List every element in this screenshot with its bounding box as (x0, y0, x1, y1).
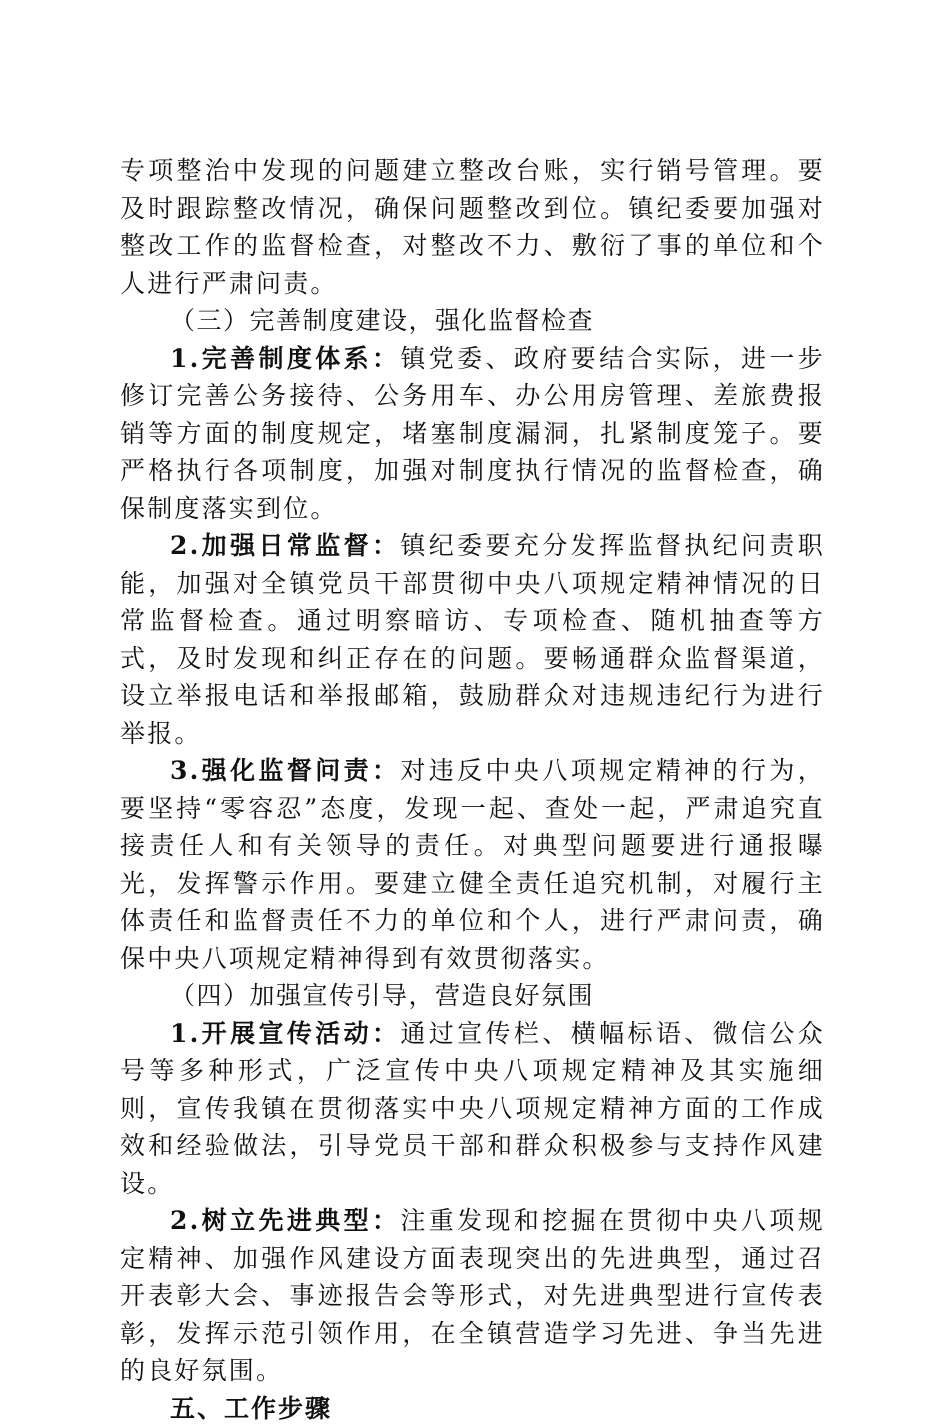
section-heading-5: 五、工作步骤 (120, 1390, 825, 1427)
paragraph-lead-5: 2.树立先进典型： (170, 1206, 400, 1235)
paragraph-lead-1: 1.完善制度体系： (170, 344, 400, 373)
document-page (120, 152, 825, 1427)
paragraph-text-4: 通过宣传栏、横幅标语、微信公众号等多种形式，广泛宣传中央八项规定精神及其实施细则，宣传我镇在贯彻落实中央八项规定精神方面的工作成效和经验做法，引导党员干部和群众积极参与支持作风建设。 (120, 1019, 825, 1198)
paragraph-text-5: 注重发现和挖掘在贯彻中央八项规定精神、加强作风建设方面表现突出的先进典型，通过召开表彰大会、事迹报告会等形式，对先进典型进行宣传表彰，发挥示范引领作用，在全镇营造学习先进、争当先进的良好氛围。 (120, 1206, 825, 1385)
paragraph-publicity (120, 1015, 825, 1203)
paragraph-improve-system (120, 340, 825, 528)
paragraph-lead-3: 3.强化监督问责： (170, 756, 400, 785)
paragraph-text-1: 镇党委、政府要结合实际，进一步修订完善公务接待、公务用车、办公用房管理、差旅费报销等方面的制度规定，堵塞制度漏洞，扎紧制度笼子。要严格执行各项制度，加强对制度执行情况的监督检查，确保制度落实到位。 (120, 344, 825, 523)
paragraph-rectification-continuation: 专项整治中发现的问题建立整改台账，实行销号管理。要及时跟踪整改情况，确保问题整改到位。镇纪委要加强对整改工作的监督检查，对整改不力、敷衍了事的单位和个人进行严肃问责。 (120, 152, 825, 302)
paragraph-lead-4: 1.开展宣传活动： (170, 1019, 400, 1048)
section-heading-4: （四）加强宣传引导，营造良好氛围 (120, 977, 825, 1015)
paragraph-accountability (120, 752, 825, 977)
paragraph-text-2: 镇纪委要充分发挥监督执纪问责职能，加强对全镇党员干部贯彻中央八项规定精神情况的日常监督检查。通过明察暗访、专项检查、随机抽查等方式，及时发现和纠正存在的问题。要畅通群众监督渠道，设立举报电话和举报邮箱，鼓励群众对违规违纪行为进行举报。 (120, 531, 825, 748)
section-heading-3: （三）完善制度建设，强化监督检查 (120, 302, 825, 340)
paragraph-lead-2: 2.加强日常监督： (170, 531, 400, 560)
paragraph-role-models (120, 1202, 825, 1390)
paragraph-text-3: 对违反中央八项规定精神的行为，要坚持“零容忍”态度，发现一起、查处一起，严肃追究直接责任人和有关领导的责任。对典型问题要进行通报曝光，发挥警示作用。要建立健全责任追究机制，对履行主体责任和监督责任不力的单位和个人，进行严肃问责，确保中央八项规定精神得到有效贯彻落实。 (120, 756, 825, 973)
paragraph-daily-supervision (120, 527, 825, 752)
